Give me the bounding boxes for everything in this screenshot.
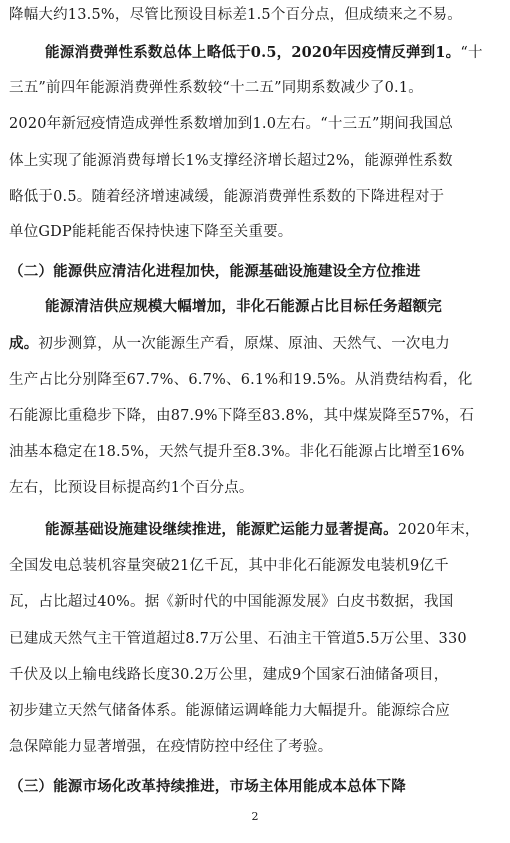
body-text: “十 <box>460 45 483 61</box>
body-text: 全国发电总装机容量突破21亿千瓦，其中非化石能源发电装机9亿千 <box>9 558 449 574</box>
bold-text: （二）能源供应清洁化进程加快，能源基础设施建设全方位推进 <box>9 263 421 280</box>
body-text: 已建成天然气主干管道超过8.7万公里、石油主干管道5.5万公里、330 <box>9 631 467 647</box>
text-line <box>45 296 497 318</box>
text-line <box>9 77 497 99</box>
text-line <box>9 150 497 172</box>
body-text: 生产占比分别降至67.7%、6.7%、6.1%和19.5%。从消费结构看，化 <box>9 372 473 388</box>
body-text: 千伏及以上输电线路长度30.2万公里，建成9个国家石油储备项目， <box>9 667 449 683</box>
bold-text: 成。 <box>9 335 39 352</box>
text-line <box>9 405 497 427</box>
bold-text: 能源消费弹性系数总体上略低于0.5，2020年因疫情反弹到1。 <box>45 44 461 61</box>
bold-text: 能源清洁供应规模大幅增加，非化石能源占比目标任务超额完 <box>45 298 442 315</box>
text-line <box>9 776 490 798</box>
body-text: 略低于0.5。随着经济增速减缓，能源消费弹性系数的下降进程对于 <box>9 189 445 205</box>
text-line <box>9 186 497 208</box>
text-line <box>9 333 497 355</box>
body-text: 初步测算，从一次能源生产看，原煤、原油、天然气、一次电力 <box>38 336 451 352</box>
text-line <box>9 591 497 613</box>
body-text: 左右，比预设目标提高约1个百分点。 <box>9 480 254 496</box>
text-line <box>9 221 490 243</box>
bold-text: 能源基础设施建设继续推进，能源贮运能力显著提高。 <box>45 521 398 538</box>
body-text: 石能源比重稳步下降，由87.9%下降至83.8%，其中煤炭降至57%，石 <box>9 408 475 424</box>
text-line <box>9 736 490 758</box>
body-text: 初步建立天然气储备体系。能源储运调峰能力大幅提升。能源综合应 <box>9 703 450 719</box>
body-text: 瓦，占比超过40%。据《新时代的中国能源发展》白皮书数据，我国 <box>9 594 454 610</box>
text-line <box>9 441 497 463</box>
page-number: 2 <box>251 810 259 823</box>
text-line <box>45 519 497 541</box>
text-line <box>9 4 497 26</box>
body-text: 油基本稳定在18.5%，天然气提升至8.3%。非化石能源占比增至16% <box>9 444 465 460</box>
text-line <box>9 477 490 499</box>
body-text: 降幅大约13.5%，尽管比预设目标差1.5个百分点，但成绩来之不易。 <box>9 7 462 23</box>
bold-text: （三）能源市场化改革持续推进，市场主体用能成本总体下降 <box>9 778 406 795</box>
text-line <box>45 42 497 64</box>
body-text: 体上实现了能源消费每增长1%支撑经济增长超过2%，能源弹性系数 <box>9 153 453 169</box>
text-line <box>9 113 497 135</box>
text-line <box>9 628 497 650</box>
text-line <box>9 369 497 391</box>
body-text: 单位GDP能耗能否保持快速下降至关重要。 <box>9 224 293 240</box>
text-line <box>9 664 497 686</box>
body-text: 急保障能力显著增强，在疫情防控中经住了考验。 <box>9 739 333 755</box>
body-text: 2020年新冠疫情造成弹性系数增加到1.0左右。“十三五”期间我国总 <box>9 116 454 132</box>
text-line <box>9 555 497 577</box>
body-text: 2020年末， <box>397 522 480 538</box>
text-line <box>9 261 490 283</box>
body-text: 三五”前四年能源消费弹性系数较“十二五”同期系数减少了0.1。 <box>9 80 423 96</box>
text-line <box>9 700 497 722</box>
